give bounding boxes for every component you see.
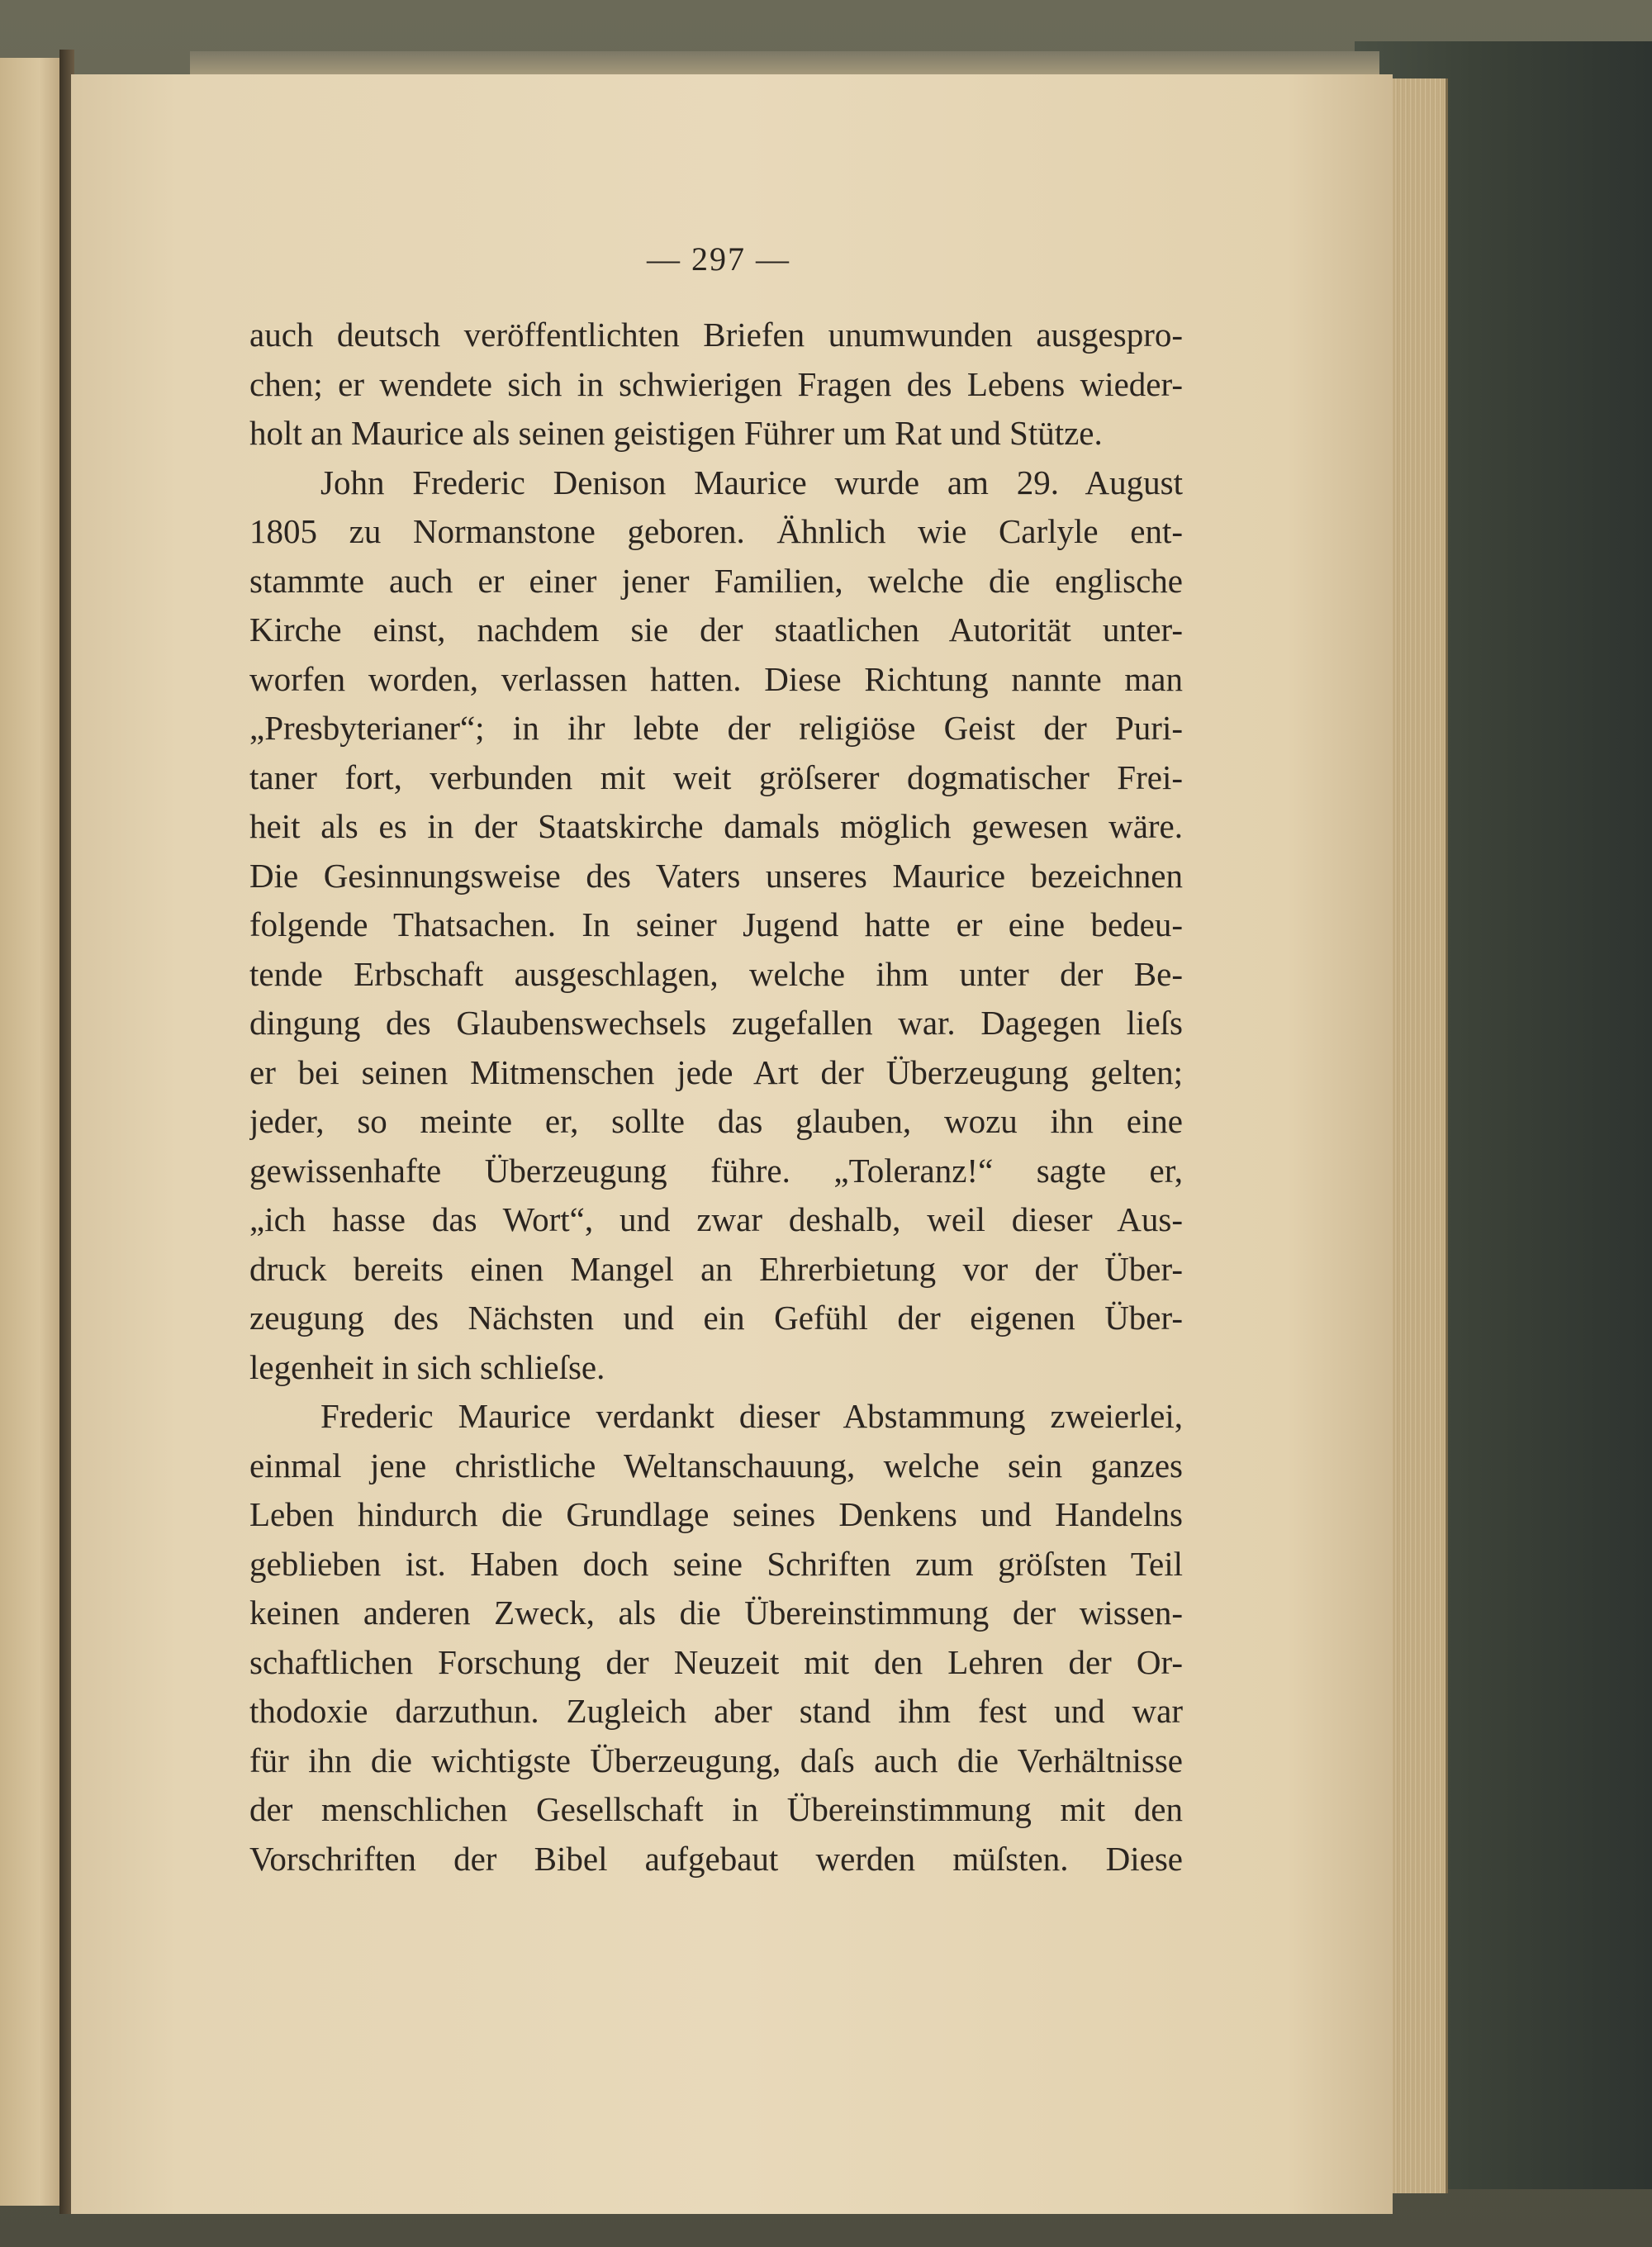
text-line: „Presbyterianer“; in ihr lebte der religiöse Geist der Puri-: [249, 709, 1183, 747]
text-line: Kirche einst, nachdem sie der staatlichen Autorität unter-: [249, 610, 1183, 648]
text-line: der menschlichen Gesellschaft in Übereinstimmung mit den: [249, 1790, 1183, 1828]
text-line: Frederic Maurice verdankt dieser Abstammung zweierlei,: [320, 1397, 1183, 1435]
text-line: er bei seinen Mitmenschen jede Art der Überzeugung gelten;: [249, 1052, 1183, 1091]
text-line: geblieben ist. Haben doch seine Schriften zum gröſsten Teil: [249, 1544, 1183, 1583]
text-line: auch deutsch veröffentlichten Briefen unumwunden ausgespro-: [249, 316, 1183, 354]
text-line: legenheit in sich schlieſse.: [249, 1347, 605, 1386]
text-line: John Frederic Denison Maurice wurde am 29. August: [320, 463, 1183, 501]
book-top-edge: [190, 51, 1379, 76]
text-line: keinen anderen Zweck, als die Übereinstimmung der wissen-: [249, 1594, 1183, 1632]
text-line: holt an Maurice als seinen geistigen Führer um Rat und Stütze.: [249, 414, 1103, 452]
text-line: Leben hindurch die Grundlage seines Denkens und Handelns: [249, 1495, 1183, 1533]
text-line: einmal jene christliche Weltanschauung, welche sein ganzes: [249, 1446, 1183, 1485]
text-line: taner fort, verbunden mit weit gröſserer dogmatischer Frei-: [249, 758, 1183, 796]
text-line: thodoxie darzuthun. Zugleich aber stand ihm fest und war: [249, 1692, 1183, 1730]
text-line: zeugung des Nächsten und ein Gefühl der eigenen Über-: [249, 1299, 1183, 1337]
text-line: gewissenhafte Überzeugung führe. „Toleranz!“ sagte er,: [249, 1151, 1183, 1190]
text-line: jeder, so meinte er, sollte das glauben, wozu ihn eine: [249, 1102, 1183, 1140]
text-line: für ihn die wichtigste Überzeugung, daſs auch die Verhältnisse: [249, 1741, 1183, 1779]
text-line: chen; er wendete sich in schwierigen Fragen des Lebens wieder-: [249, 364, 1183, 403]
text-line: stammte auch er einer jener Familien, welche die englische: [249, 561, 1183, 600]
body-text: [249, 311, 1183, 1884]
text-line: tende Erbschaft ausgeschlagen, welche ihm unter der Be-: [249, 954, 1183, 993]
page-number: — 297 —: [647, 240, 790, 278]
text-line: worfen worden, verlassen hatten. Diese Richtung nannte man: [249, 659, 1183, 698]
text-line: folgende Thatsachen. In seiner Jugend hatte er eine bedeu-: [249, 905, 1183, 943]
previous-page-edge: [0, 58, 66, 2206]
text-line: „ich hasse das Wort“, und zwar deshalb, weil dieser Aus-: [249, 1200, 1183, 1238]
text-line: druck bereits einen Mangel an Ehrerbietung vor der Über-: [249, 1249, 1183, 1288]
text-line: dingung des Glaubenswechsels zugefallen war. Dagegen lieſs: [249, 1004, 1183, 1042]
text-line: Die Gesinnungsweise des Vaters unseres Maurice bezeichnen: [249, 856, 1183, 895]
text-line: 1805 zu Normanstone geboren. Ähnlich wie Carlyle ent-: [249, 512, 1183, 550]
text-line: Vorschriften der Bibel aufgebaut werden müſsten. Diese: [249, 1839, 1183, 1878]
text-line: heit als es in der Staatskirche damals möglich gewesen wäre.: [249, 807, 1183, 845]
text-line: schaftlichen Forschung der Neuzeit mit den Lehren der Or-: [249, 1642, 1183, 1681]
page-block-edges: [1393, 78, 1448, 2193]
